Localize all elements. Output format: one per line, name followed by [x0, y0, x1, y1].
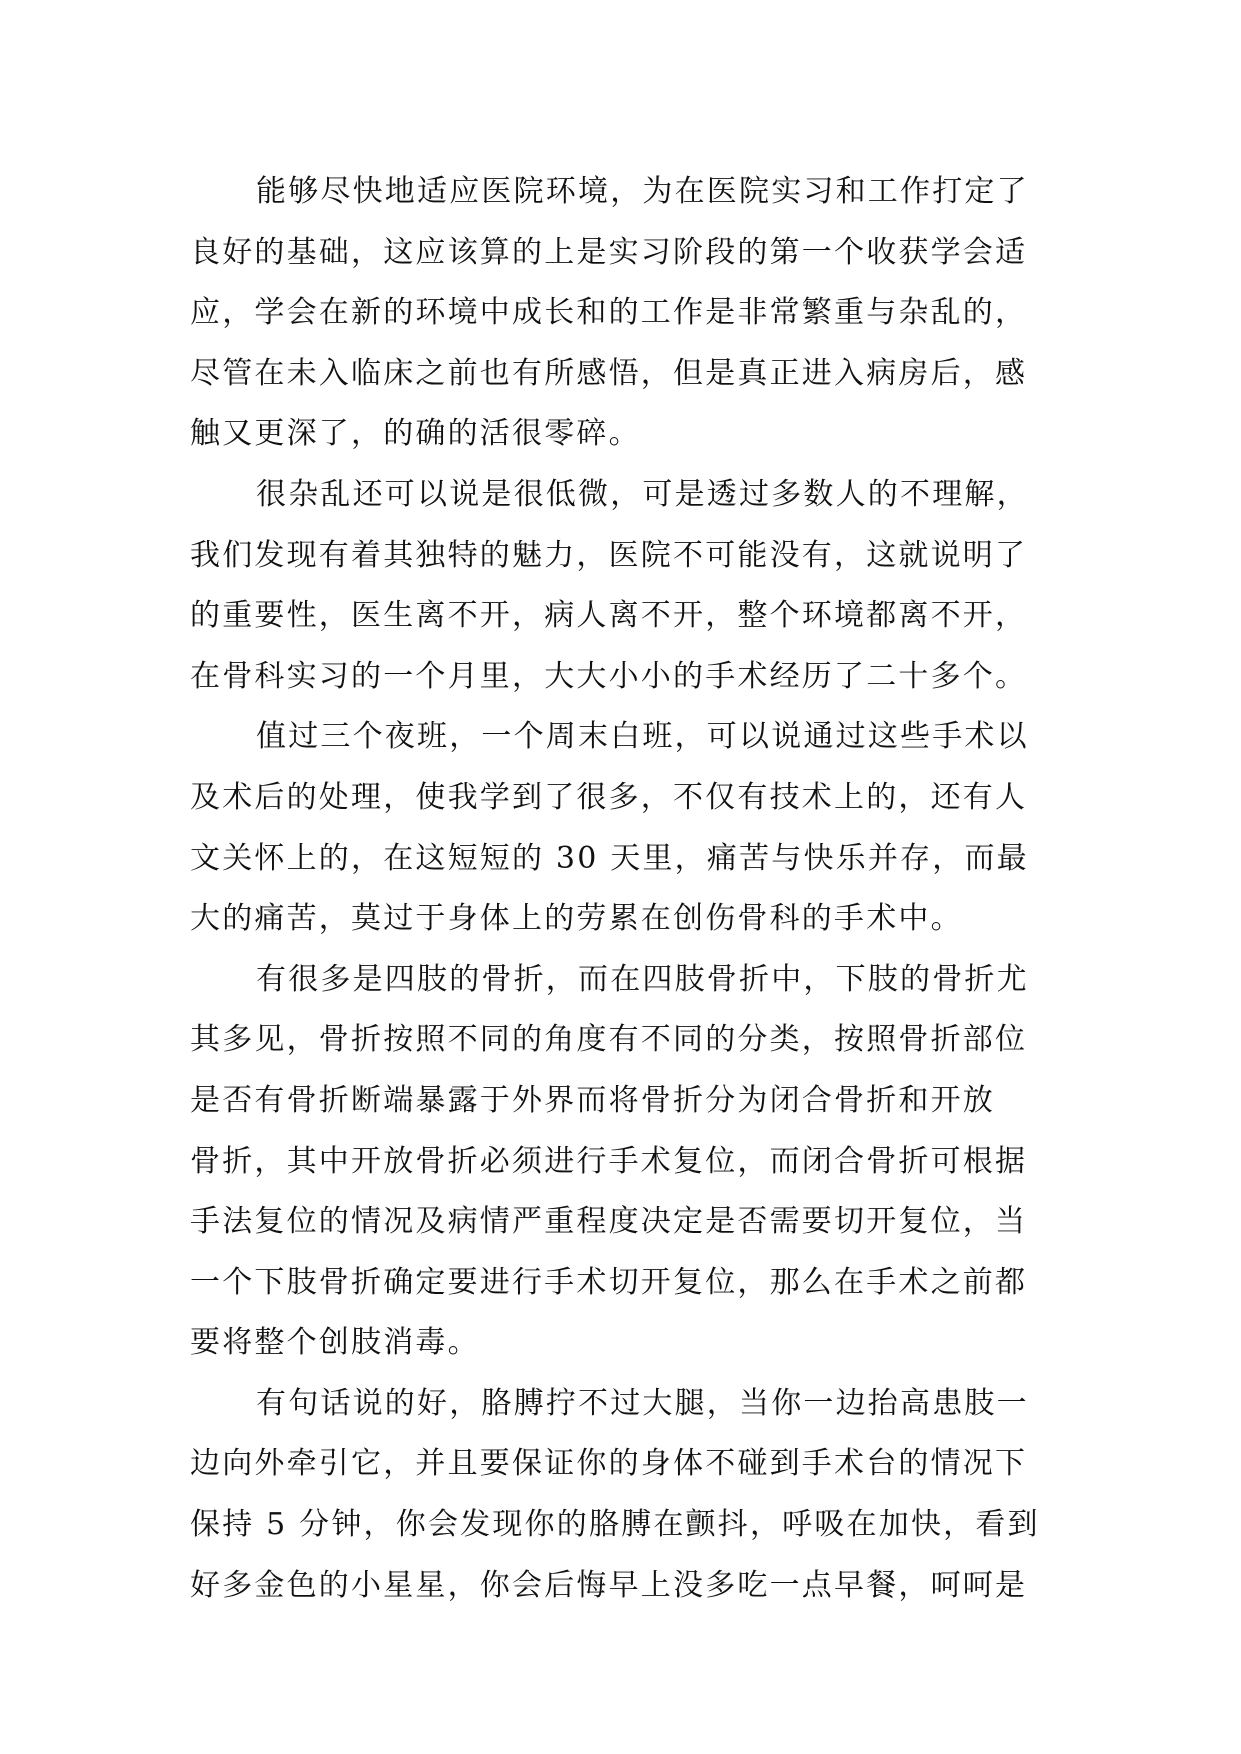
text-line: 有很多是四肢的骨折，而在四肢骨折中，下肢的骨折尤 [256, 961, 1029, 997]
paragraph-3 [190, 707, 1070, 949]
text-line: 保持 5 分钟，你会发现你的胳膊在颤抖，呼吸在加快，看到 [190, 1507, 1040, 1543]
paragraph-2 [190, 465, 1070, 707]
text-line: 在骨科实习的一个月里，大大小小的手术经历了二十多个。 [190, 658, 1028, 694]
text-line: 值过三个夜班，一个周末白班，可以说通过这些手术以 [256, 719, 1029, 755]
text-line: 的重要性，医生离不开，病人离不开，整个环境都离不开， [190, 598, 1028, 634]
text-line: 很杂乱还可以说是很低微，可是透过多数人的不理解， [256, 476, 1029, 512]
text-line: 好多金色的小星星，你会后悔早上没多吃一点早餐，呵呵是 [190, 1567, 1028, 1603]
text-line: 我们发现有着其独特的魅力，医院不可能没有，这就说明了 [190, 537, 1028, 573]
paragraph-1 [190, 162, 1070, 465]
paragraph-4 [190, 950, 1070, 1374]
text-line: 要将整个创肢消毒。 [190, 1325, 480, 1361]
text-line: 是否有骨折断端暴露于外界而将骨折分为闭合骨折和开放 [190, 1082, 995, 1118]
text-line: 良好的基础，这应该算的上是实习阶段的第一个收获学会适 [190, 234, 1028, 270]
paragraph-5 [190, 1374, 1070, 1616]
text-line: 骨折，其中开放骨折必须进行手术复位，而闭合骨折可根据 [190, 1143, 1028, 1179]
text-line: 手法复位的情况及病情严重程度决定是否需要切开复位，当 [190, 1204, 1028, 1240]
text-line: 一个下肢骨折确定要进行手术切开复位，那么在手术之前都 [190, 1264, 1028, 1300]
text-line: 边向外牵引它，并且要保证你的身体不碰到手术台的情况下 [190, 1446, 1028, 1482]
text-line: 有句话说的好，胳膊拧不过大腿，当你一边抬高患肢一 [256, 1385, 1029, 1421]
text-line: 触又更深了，的确的活很零碎。 [190, 416, 641, 452]
text-line: 尽管在未入临床之前也有所感悟，但是真正进入病房后，感 [190, 355, 1028, 391]
text-line: 应，学会在新的环境中成长和的工作是非常繁重与杂乱的， [190, 295, 1028, 331]
text-line: 及术后的处理，使我学到了很多，不仅有技术上的，还有人 [190, 779, 1028, 815]
text-line: 能够尽快地适应医院环境，为在医院实习和工作打定了 [256, 174, 1029, 209]
body-text [190, 162, 1070, 1616]
text-line: 其多见，骨折按照不同的角度有不同的分类，按照骨折部位 [190, 1022, 1028, 1058]
text-line: 大的痛苦，莫过于身体上的劳累在创伤骨科的手术中。 [190, 901, 963, 937]
text-line: 文关怀上的，在这短短的 30 天里，痛苦与快乐并存，而最 [190, 840, 1029, 876]
